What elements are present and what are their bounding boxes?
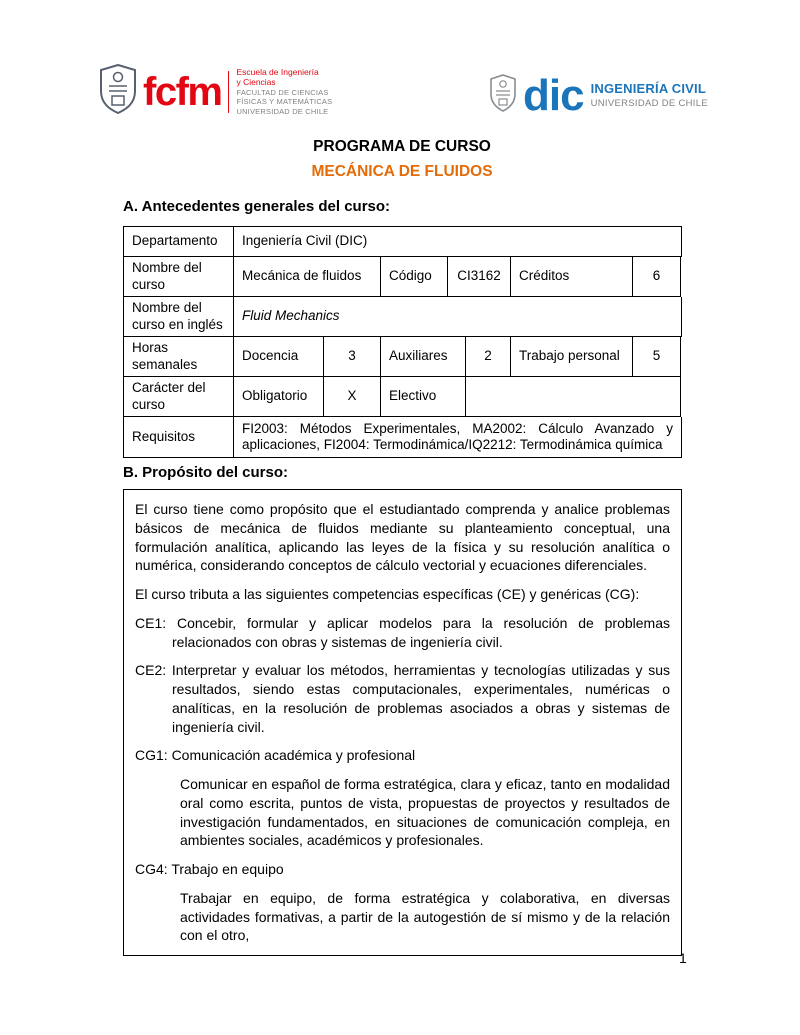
cell-departamento-label: Departamento bbox=[124, 227, 234, 257]
table-row-caracter bbox=[124, 377, 682, 417]
cell-nombre-ingles-label: Nombre del curso en inglés bbox=[124, 297, 234, 337]
cell-obligatorio-mark: X bbox=[324, 377, 381, 417]
fcfm-caption-line4: FÍSICAS Y MATEMÁTICAS bbox=[236, 97, 333, 107]
table-row-departamento bbox=[124, 227, 682, 257]
cg4-description: Trabajar en equipo, de forma estratégica y colaborativa, en diversas actividades formativas, a partir de la autogestión de sí mismo y de la relación con el otro, bbox=[180, 889, 670, 944]
ce2-text: Interpretar y evaluar los métodos, herramientas y tecnologías utilizadas y sus resultados, siendo estas computacionales, experimentales, numéricas o analíticas, en la resolución de problemas asociados a obras y sistemas de ingeniería civil. bbox=[171, 662, 671, 735]
cell-trabajo-value: 5 bbox=[633, 337, 681, 377]
cell-electivo-label: Electivo bbox=[381, 377, 466, 417]
dic-caption bbox=[591, 81, 708, 110]
fcfm-caption-line5: UNIVERSIDAD DE CHILE bbox=[236, 106, 329, 116]
fcfm-logo bbox=[100, 64, 332, 119]
cg1-title: CG1: Comunicación académica y profesional bbox=[135, 747, 416, 764]
fcfm-caption-line1: Escuela de Ingeniería bbox=[236, 66, 319, 77]
general-info-table bbox=[123, 226, 682, 458]
uchile-crest-icon bbox=[100, 64, 136, 119]
table-row-nombre-ingles bbox=[124, 297, 682, 337]
dic-caption-line2: UNIVERSIDAD DE CHILE bbox=[590, 97, 708, 109]
document-title: PROGRAMA DE CURSO bbox=[313, 138, 491, 155]
table-row-nombre-curso bbox=[124, 257, 682, 297]
section-b-heading: B. Propósito del curso: bbox=[123, 464, 289, 481]
cell-auxiliares-value: 2 bbox=[466, 337, 511, 377]
cell-nombre-ingles-value: Fluid Mechanics bbox=[234, 297, 682, 337]
cell-nombre-value: Mecánica de fluidos bbox=[234, 257, 381, 297]
document-subtitle: MECÁNICA DE FLUIDOS bbox=[311, 163, 493, 180]
cell-caracter-label: Carácter del curso bbox=[124, 377, 234, 417]
cell-nombre-label: Nombre del curso bbox=[124, 257, 234, 297]
fcfm-caption bbox=[236, 67, 332, 116]
cell-requisitos-label: Requisitos bbox=[124, 417, 234, 458]
dic-caption-line1: INGENIERÍA CIVIL bbox=[590, 80, 706, 96]
fcfm-caption-line2: y Ciencias bbox=[236, 77, 276, 88]
section-a-heading: A. Antecedentes generales del curso: bbox=[123, 198, 391, 215]
cell-requisitos-value: FI2003: Métodos Experimentales, MA2002: Cálculo Avanzado y aplicaciones, FI2004: Termodinámica/IQ2212: Termodinámica química bbox=[234, 417, 682, 458]
ce2-label: CE2: bbox=[135, 662, 167, 679]
cell-codigo-label: Código bbox=[381, 257, 448, 297]
ce1-label: CE1: bbox=[135, 614, 167, 631]
purpose-paragraph-1: El curso tiene como propósito que el estudiantado comprenda y analice problemas básicos de mecánica de fluidos mediante su planteamiento conceptual, una formulación analítica, aplicando las leyes de la física y su resolución analítica o numérica, considerando conceptos de cálculo vectorial y ecuaciones diferenciales. bbox=[135, 501, 670, 574]
fcfm-wordmark: fcfm bbox=[143, 69, 222, 114]
fcfm-caption-line3: FACULTAD DE CIENCIAS bbox=[236, 88, 329, 98]
cell-auxiliares-label: Auxiliares bbox=[381, 337, 466, 377]
purpose-paragraph-2: El curso tributa a las siguientes competencias específicas (CE) y genéricas (CG): bbox=[135, 586, 640, 602]
purpose-box bbox=[123, 489, 682, 956]
document-titles bbox=[123, 138, 681, 181]
ce2-item bbox=[135, 661, 670, 736]
table-row-requisitos bbox=[124, 417, 682, 458]
cg4-title: CG4: Trabajo en equipo bbox=[135, 861, 284, 877]
cell-horas-label: Horas semanales bbox=[124, 337, 234, 377]
cell-docencia-value: 3 bbox=[324, 337, 381, 377]
cell-departamento-value: Ingeniería Civil (DIC) bbox=[234, 227, 682, 257]
cell-codigo-value: CI3162 bbox=[448, 257, 511, 297]
dic-crest-icon bbox=[490, 74, 516, 117]
cell-creditos-label: Créditos bbox=[511, 257, 633, 297]
cell-creditos-value: 6 bbox=[633, 257, 681, 297]
page-number: 1 bbox=[679, 950, 687, 966]
ce1-text: Concebir, formular y aplicar modelos para la resolución de problemas relacionados con obras y sistemas de ingeniería civil. bbox=[172, 614, 670, 650]
dic-wordmark: dic bbox=[523, 70, 584, 120]
fcfm-divider bbox=[228, 71, 229, 113]
table-row-horas bbox=[124, 337, 682, 377]
dic-logo bbox=[490, 70, 708, 120]
cell-docencia-label: Docencia bbox=[234, 337, 324, 377]
cell-trabajo-label: Trabajo personal bbox=[511, 337, 633, 377]
cg1-description: Comunicar en español de forma estratégica, clara y eficaz, tanto en modalidad oral como escrita, puntos de vista, propuestas de proyectos y resultados de investigación fundamentados, en situaciones de comunicación compleja, en ambientes sociales, académicos y profesionales. bbox=[180, 776, 670, 849]
cell-electivo-mark bbox=[466, 377, 681, 417]
cell-obligatorio-label: Obligatorio bbox=[234, 377, 324, 417]
ce1-item bbox=[135, 614, 670, 652]
